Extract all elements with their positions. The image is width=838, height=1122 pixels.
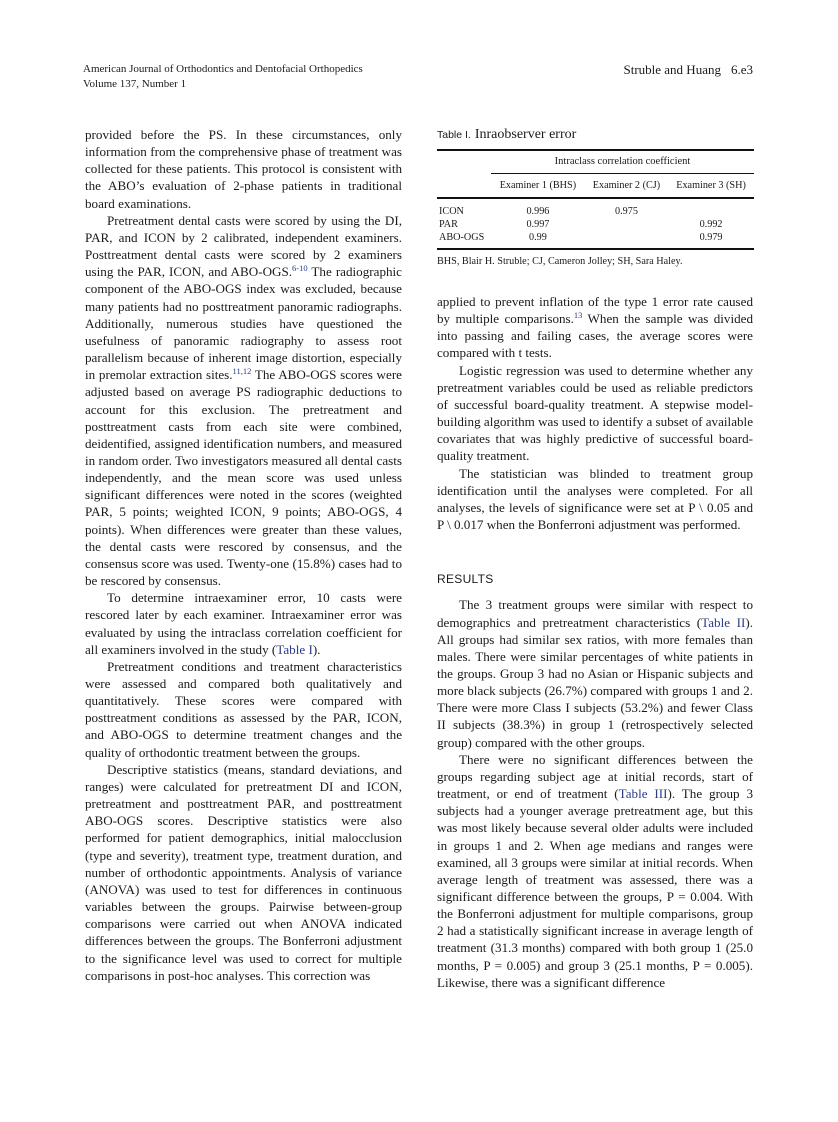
table-link[interactable]: Table III	[618, 786, 668, 802]
paragraph	[85, 212, 402, 589]
table-row	[437, 218, 754, 231]
table-cell: 0.99	[529, 232, 547, 243]
text-span: Pretreatment dental casts were scored by using the DI, PAR, and ICON by 2 calibrated, independent examiners. Posttreatment dental casts were scored by 2 examiners using the PAR, ICON, and ABO-OGS.	[85, 212, 402, 280]
table-cell: 0.975	[614, 206, 638, 217]
paragraph: provided before the PS. In these circumstances, only information from the comprehensive phase of treatment was collected for these patients. This protocol is consistent with the ABO’s evaluation of 2-phase patients in traditional board examinations.	[85, 127, 402, 211]
table-cell: 0.996	[526, 206, 550, 217]
intraobserver-table	[437, 149, 754, 250]
text-span: The ABO-OGS scores were adjusted based on average PS radiographic deductions to account for this exclusion. The pretreatment and posttreatment casts from each site were combined, deidentified, assigned identification numbers, and measured in random order. Two investigators measured all dental casts independently, and the mean score was used unless significant differences were noted in the scores (weighted PAR, 5 points; weighted ICON, 9 points; ABO-OGS, 4 points). When differences were greater than these values, the dental casts were rescored by consensus, and the consensus score was used. Twenty-one (15.8%) cases had to be rescored by consensus.	[85, 367, 403, 589]
table-title: Inraobserver error	[474, 127, 577, 142]
paragraph: Logistic regression was used to determine whether any pretreatment variables could be used as reliable predictors of successful board-quality treatment. A stepwise model-building algorithm was used to identify a subset of available covariates that was highly predictive of successful board-quality treatment.	[437, 362, 754, 464]
table-cell	[585, 231, 668, 249]
empty-header-cell	[437, 150, 491, 174]
left-column	[85, 126, 402, 984]
text-span: ). All groups had similar sex ratios, with more females than males. There were similar percentages of white patients in the groups. Group 3 had no Asian or Hispanic subjects and more black subjects (26.7%) compared with groups 1 and 2. There were more Class I subjects (53.2%) and fewer Class II subjects (38.3%) in group 1 (retrospectively selected group) compared with the other groups.	[437, 614, 753, 750]
text-span: The radiographic component of the ABO-OGS index was excluded, because many patients had no posttreatment panoramic radiographs. Additionally, numerous studies have questioned the usefulness of panoramic radiography to assess root parallelism because of inherent image distortion, especially in premolar extraction sites.	[85, 264, 402, 383]
table-link[interactable]: Table II	[701, 614, 746, 630]
paragraph: Pretreatment conditions and treatment characteristics were assessed and compared both qualitatively and quantitatively. These scores were compared with posttreatment conditions as assessed by the PAR, ICON, and ABO-OGS to determine treatment changes and the quality of orthodontic treatment between the groups.	[85, 658, 402, 760]
citation-link[interactable]: 6-10	[292, 263, 308, 274]
table-cell	[668, 198, 754, 218]
column-header: Examiner 3 (SH)	[668, 174, 754, 199]
table-cell: 0.997	[526, 219, 550, 230]
paragraph	[85, 589, 402, 658]
text-span: When the sample was divided into passing and failing cases, the average scores were compared with t tests.	[437, 311, 753, 361]
table-link[interactable]: Table I	[276, 641, 313, 657]
column-header	[437, 174, 491, 199]
paragraph	[437, 751, 753, 991]
running-header-right	[623, 62, 753, 77]
paragraph	[437, 596, 753, 750]
paragraph: Descriptive statistics (means, standard deviations, and ranges) were calculated for pretreatment DI and ICON, pretreatment and posttreatment PAR, and posttreatment ABO-OGS scores. Descriptive statistics were also performed for patient demographics, initial malocclusion (type and severity), treatment type, treatment duration, and number of orthodontic appointments. Analysis of variance (ANOVA) was used to test for differences in continuous variables between the groups. Pairwise between-group comparisons were carried out when ANOVA indicated differences between the groups. The Bonferroni adjustment to the significance level was used to correct for multiple comparisons in post-hoc analyses. This correction was	[85, 761, 402, 983]
table-cell: 0.992	[699, 219, 723, 230]
text-span: To determine intraexaminer error, 10 casts were rescored later by each examiner. Intraexaminer error was evaluated by using the intraclass correlation coefficient for all examiners involved in the study (	[85, 590, 402, 657]
journal-volume: Volume 137, Number 1	[83, 78, 187, 90]
table-cell: 0.979	[699, 232, 723, 243]
citation-link[interactable]: 13	[573, 310, 583, 321]
text-span: ).	[312, 641, 321, 657]
column-header: Examiner 2 (CJ)	[585, 174, 668, 199]
column-header: Examiner 1 (BHS)	[491, 174, 585, 199]
journal-name: American Journal of Orthodontics and Dentofacial Orthopedics	[83, 63, 363, 75]
paragraph: The statistician was blinded to treatment group identification until the analyses were completed. For all analyses, the levels of significance were set at P \ 0.05 and P \ 0.017 when the Bonferroni adjustment was performed.	[437, 465, 753, 533]
text-span: There were no significant differences between the groups regarding subject age at initial records, start of treatment, or end of treatment (	[437, 751, 753, 802]
table-cell	[585, 218, 668, 231]
section-heading-results: RESULTS	[437, 572, 494, 587]
row-label: PAR	[439, 219, 458, 230]
table-row	[437, 198, 754, 218]
page-number: 6.e3	[730, 62, 753, 77]
table-row	[437, 231, 754, 249]
citation-link[interactable]: 11,12	[232, 366, 252, 377]
row-label: ABO-OGS	[439, 232, 485, 243]
text-span: applied to prevent inflation of the type 1 error rate caused by multiple comparisons.	[437, 294, 753, 327]
row-label: ICON	[439, 206, 464, 217]
table-label: Table I.	[437, 129, 471, 141]
span-header: Intraclass correlation coefficient	[554, 156, 691, 167]
table-1	[437, 126, 754, 267]
text-span: ). The group 3 subjects had a younger average pretreatment age, but this was most likely because several older adults were included in groups 1 and 2. When age medians and ranges were examined, all 3 groups were similar at initial records. When average length of treatment was assessed, there was a significant difference between the groups, P = 0.004. With the Bonferroni adjustment for multiple comparisons, group 2 had a statistically significant increase in average length of treatment (31.3 months) compared with both group 1 (25.0 months, P = 0.005) and group 3 (25.1 months, P = 0.005). Likewise, there was a significant difference	[437, 786, 753, 990]
paragraph	[437, 293, 753, 362]
right-column	[437, 293, 753, 991]
table-footnote: BHS, Blair H. Struble; CJ, Cameron Jolley; SH, Sara Haley.	[437, 256, 683, 267]
table-caption	[437, 126, 754, 144]
running-authors: Struble and Huang	[623, 62, 721, 77]
running-header-left	[83, 62, 363, 92]
text-span: The 3 treatment groups were similar with respect to demographics and pretreatment characteristics (	[437, 597, 753, 630]
